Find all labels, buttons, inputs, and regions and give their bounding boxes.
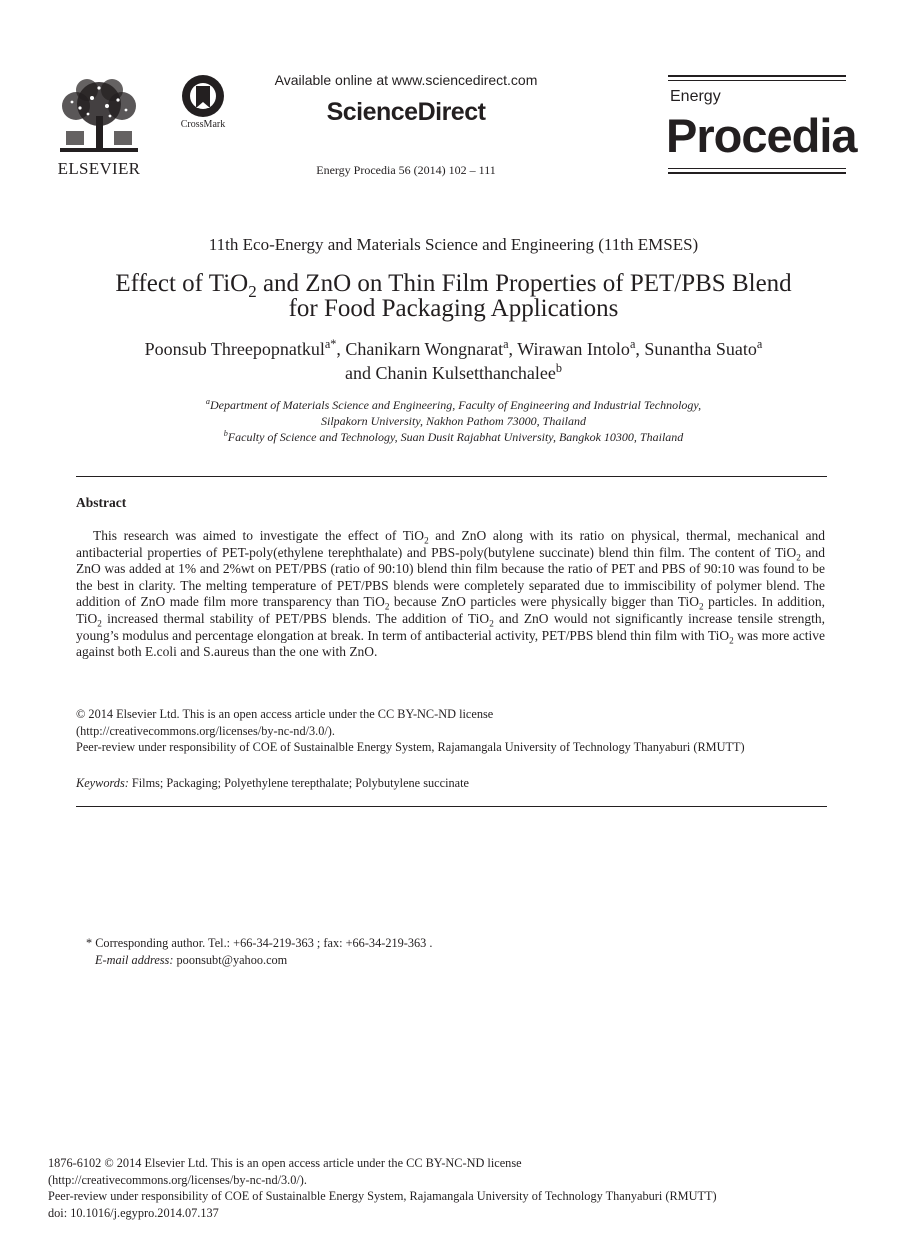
footer-issn-line: 1876-6102 © 2014 Elsevier Ltd. This is an open access article under the CC BY-NC-ND license — [48, 1156, 522, 1170]
crossmark-logo[interactable] — [172, 74, 234, 132]
crossmark-label: CrossMark — [180, 119, 226, 130]
license-line-1: © 2014 Elsevier Ltd. This is an open access article under the CC BY-NC-ND license — [76, 707, 494, 721]
journal-rule-top2 — [668, 80, 846, 81]
publisher-name: ELSEVIER — [57, 159, 141, 178]
affiliation-a-line-2: Silpakorn University, Nakhon Pathom 73000, Thailand — [321, 414, 586, 428]
sciencedirect-wordmark: ScienceDirect — [326, 98, 486, 126]
journal-big-title: Procedia — [666, 109, 857, 162]
abstract-body: This research was aimed to investigate the effect of TiO$_2$ and ZnO along with its ratio on physical, thermal, mechanical and antibacterial properties of PET-poly(ethylene terephthalate) and PBS-poly(butylene succinate) blend thin film. The content of TiO$_2$ and ZnO was added at 1% and 2%wt on PET/PBS (ratio of 90:10) blend thin film because the ratio of PET and PBS of 90:10 was found to be the best in clarity. The melting temperature of PET/PBS blends were completely separated due to immiscibility of polymer blend. The addition of ZnO made film more transparency than TiO$_2$ because ZnO particles were physically bigger than TiO$_2$ particles. In addition, TiO$_2$ increased thermal stability of PET/PBS blends. The addition of TiO$_2$ and ZnO would not significantly increase tensile strength, young’s modulus and percentage elongation at break. In term of antibacterial activity, PET/PBS blend thin film with TiO$_2$ was more active against both E.coli and S.aureus than the one with ZnO. — [76, 528, 826, 660]
journal-ref: Energy Procedia 56 (2014) 102 – 111 — [316, 163, 496, 177]
license-block — [76, 706, 836, 756]
license-peer-review: Peer-review under responsibility of COE of Sustainalble Energy System, Rajamangala University of Technology Thanyaburi (RMUTT) — [76, 740, 745, 754]
footer-doi[interactable]: doi: 10.1016/j.egypro.2014.07.137 — [48, 1205, 219, 1220]
rule-above-abstract — [76, 476, 827, 477]
elsevier-tree-icon — [52, 76, 146, 158]
corresponding-email: E-mail address: poonsubt@yahoo.com — [95, 952, 288, 967]
footer-peer-review: Peer-review under responsibility of COE of Sustainalble Energy System, Rajamangala University of Technology Thanyaburi (RMUTT) — [48, 1189, 717, 1203]
elsevier-logo — [52, 76, 146, 176]
journal-small-title: Energy — [670, 88, 721, 105]
corresponding-author — [86, 935, 586, 968]
title-line-1: Effect of TiO$_2$ and ZnO on Thin Film Properties of PET/PBS Blend — [115, 270, 792, 301]
conference-name: 11th Eco-Energy and Materials Science and Engineering (11th EMSES) — [208, 235, 699, 254]
affiliations — [40, 397, 867, 445]
corresponding-contact: * Corresponding author. Tel.: +66-34-219-363 ; fax: +66-34-219-363 . — [86, 936, 433, 950]
keywords-text: Films; Packaging; Polyethylene terepthalate; Polybutylene succinate — [128, 776, 469, 790]
author-line-1: Poonsub Threepopnatkul$^{a*}$, Chanikarn Wongnarat$^a$, Wirawan Intolo$^a$, Sunantha Suato$^a$ — [144, 337, 763, 359]
affiliation-a-line-1: $^a$Department of Materials Science and Engineering, Faculty of Engineering and Industrial Technology, — [205, 397, 702, 412]
affiliation-b: $^b$Faculty of Science and Technology, Suan Dusit Rajabhat University, Bangkok 10300, Thailand — [223, 429, 684, 444]
journal-rule-top — [668, 75, 846, 77]
footer-license-url[interactable]: (http://creativecommons.org/licenses/by-nc-nd/3.0/). — [48, 1172, 307, 1187]
email-address[interactable]: poonsubt@yahoo.com — [173, 952, 288, 967]
author-list — [40, 337, 867, 385]
available-online: Available online at www.sciencedirect.com — [274, 72, 538, 88]
keywords-label: Keywords: — [76, 776, 129, 790]
abstract-heading: Abstract — [76, 495, 127, 510]
crossmark-icon — [172, 74, 234, 118]
journal-rule-bottom2 — [668, 172, 846, 174]
footer-block — [48, 1155, 868, 1221]
journal-rule-bottom — [668, 168, 846, 169]
rule-below-keywords — [76, 806, 827, 807]
keywords — [76, 776, 836, 791]
paper-title — [40, 271, 867, 321]
license-url[interactable]: (http://creativecommons.org/licenses/by-nc-nd/3.0/). — [76, 723, 335, 738]
author-line-2: and Chanin Kulsetthanchalee$^b$ — [344, 361, 563, 383]
title-line-2: for Food Packaging Applications — [288, 295, 619, 322]
